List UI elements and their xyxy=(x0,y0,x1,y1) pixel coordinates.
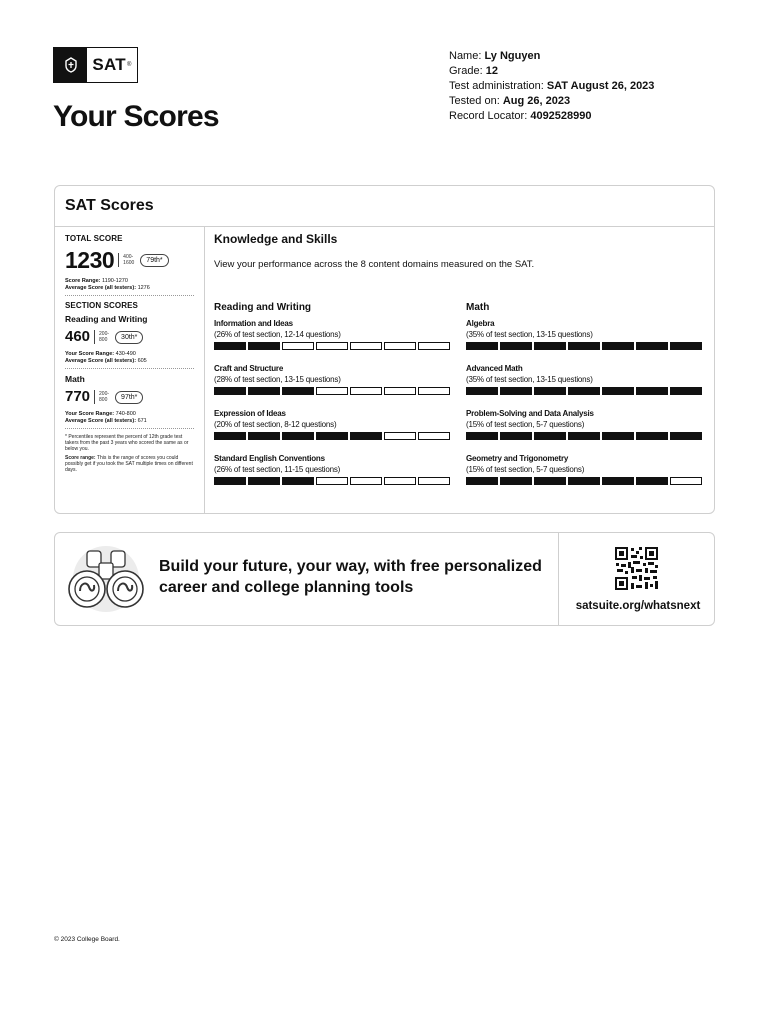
bar-segment-filled xyxy=(466,342,498,350)
knowledge-skills-desc: View your performance across the 8 content domains measured on the SAT. xyxy=(214,259,535,270)
test-administration: SAT August 26, 2023 xyxy=(546,80,655,92)
bar-segment-empty xyxy=(418,477,450,485)
domain-item: Problem-Solving and Data Analysis (15% of test section, 5-7 questions) xyxy=(466,409,704,454)
bar-segment-empty xyxy=(384,342,416,350)
bar-segment-filled xyxy=(248,342,280,350)
banner-text: Build your future, your way, with free personalized career and college planning tools xyxy=(159,558,542,596)
bar-segment-filled xyxy=(568,342,600,350)
registered-mark: ® xyxy=(126,62,132,68)
record-locator: 4092528990 xyxy=(530,110,592,122)
bar-segment-filled xyxy=(670,432,702,440)
domain-item: Expression of Ideas (20% of test section, 8-12 questions) xyxy=(214,409,452,454)
bar-segment-filled xyxy=(248,387,280,395)
scores-heading: SAT Scores xyxy=(55,186,714,227)
math-section-label: Math xyxy=(65,374,85,384)
performance-bar xyxy=(214,342,452,350)
section-scores-label: SECTION SCORES xyxy=(65,301,138,310)
performance-bar xyxy=(466,477,704,485)
bar-segment-filled xyxy=(282,477,314,485)
score-range-note-label: Score range: xyxy=(65,455,96,461)
bar-segment-filled xyxy=(316,432,348,440)
knowledge-skills-title: Knowledge and Skills xyxy=(214,232,338,246)
planning-tools-banner xyxy=(54,532,715,626)
rw-domains-title: Reading and Writing xyxy=(214,302,312,313)
bar-segment-empty xyxy=(350,342,382,350)
performance-bar xyxy=(214,387,452,395)
math-range: 740-800 xyxy=(115,411,136,417)
bar-segment-filled xyxy=(602,387,634,395)
domain-item: Algebra (35% of test section, 13-15 questions) xyxy=(466,319,704,364)
bar-segment-filled xyxy=(568,432,600,440)
bar-segment-filled xyxy=(534,432,566,440)
domain-item: Geometry and Trigonometry (15% of test section, 5-7 questions) xyxy=(466,454,704,499)
bar-segment-filled xyxy=(670,387,702,395)
performance-bar xyxy=(214,477,452,485)
student-info xyxy=(449,49,654,124)
rw-percentile: 30th* xyxy=(115,331,143,344)
total-percentile: 79th* xyxy=(140,254,168,267)
bar-segment-filled xyxy=(214,387,246,395)
bar-segment-empty xyxy=(282,342,314,350)
total-scale: 400- 1600 xyxy=(123,254,135,266)
bar-segment-filled xyxy=(248,477,280,485)
locator-row: Record Locator: 4092528990 xyxy=(449,110,592,122)
bar-segment-filled xyxy=(214,432,246,440)
bar-segment-empty xyxy=(350,477,382,485)
bar-segment-filled xyxy=(602,342,634,350)
math-domains xyxy=(466,302,704,499)
total-range: 1190-1270 xyxy=(102,278,128,284)
bar-segment-empty xyxy=(350,387,382,395)
bar-segment-empty xyxy=(316,342,348,350)
bar-segment-filled xyxy=(500,387,532,395)
rw-section-label: Reading and Writing xyxy=(65,314,148,324)
scores-card xyxy=(54,185,715,514)
bar-segment-filled xyxy=(466,432,498,440)
bar-segment-filled xyxy=(568,387,600,395)
performance-bar xyxy=(214,432,452,440)
name-row: Name: Ly Nguyen xyxy=(449,50,541,62)
bar-segment-filled xyxy=(602,477,634,485)
bar-segment-empty xyxy=(316,387,348,395)
math-domains-title: Math xyxy=(466,302,490,313)
bar-segment-filled xyxy=(500,432,532,440)
bar-segment-filled xyxy=(534,477,566,485)
bar-segment-filled xyxy=(602,432,634,440)
domain-item: Standard English Conventions (26% of test section, 11-15 questions) xyxy=(214,454,452,499)
math-average: 671 xyxy=(137,418,147,424)
binoculars-icon xyxy=(65,545,147,618)
copyright: © 2023 College Board. xyxy=(54,936,120,943)
bar-segment-filled xyxy=(534,342,566,350)
qr-code-icon[interactable] xyxy=(614,546,659,596)
math-scale: 200- 800 xyxy=(99,391,110,403)
bar-segment-filled xyxy=(500,477,532,485)
bar-segment-filled xyxy=(466,477,498,485)
tested-date: Aug 26, 2023 xyxy=(502,95,571,107)
grade-row: Grade: 12 xyxy=(449,65,498,77)
rw-domains xyxy=(214,302,452,499)
bar-segment-filled xyxy=(282,387,314,395)
performance-bar xyxy=(466,387,704,395)
bar-segment-empty xyxy=(384,387,416,395)
math-percentile: 97th* xyxy=(115,391,143,404)
footnotes xyxy=(65,434,194,473)
domain-item: Information and Ideas (26% of test section, 12-14 questions) xyxy=(214,319,452,364)
bar-segment-empty xyxy=(418,387,450,395)
bar-segment-filled xyxy=(248,432,280,440)
rw-range: 430-490 xyxy=(115,351,136,357)
bar-segment-filled xyxy=(636,387,668,395)
bar-segment-filled xyxy=(568,477,600,485)
sat-logo xyxy=(53,47,138,83)
bar-segment-filled xyxy=(670,342,702,350)
bar-segment-filled xyxy=(466,387,498,395)
page-title: Your Scores xyxy=(53,100,219,133)
logo-text: SAT xyxy=(92,55,126,74)
performance-bar xyxy=(466,432,704,440)
bar-segment-filled xyxy=(214,342,246,350)
student-grade: 12 xyxy=(485,65,498,77)
rw-score: 460 xyxy=(65,328,91,345)
domain-item: Craft and Structure (28% of test section, 13-15 questions) xyxy=(214,364,452,409)
bar-segment-empty xyxy=(670,477,702,485)
total-average: 1276 xyxy=(137,285,150,291)
tested-row: Tested on: Aug 26, 2023 xyxy=(449,95,571,107)
bar-segment-filled xyxy=(350,432,382,440)
performance-bar xyxy=(466,342,704,350)
score-range-note: This is the range of scores you could possibly get if you took the SAT multiple times on different days. xyxy=(65,455,193,473)
rw-scale: 200- 800 xyxy=(99,331,110,343)
bar-segment-filled xyxy=(534,387,566,395)
bar-segment-filled xyxy=(636,432,668,440)
rw-average: 605 xyxy=(137,358,147,364)
student-name: Ly Nguyen xyxy=(484,50,541,62)
bar-segment-empty xyxy=(384,432,416,440)
whats-next-link[interactable]: satsuite.org/whatsnext xyxy=(575,600,701,612)
math-score: 770 xyxy=(65,388,91,405)
bar-segment-empty xyxy=(418,342,450,350)
domain-item: Advanced Math (35% of test section, 13-15 questions) xyxy=(466,364,704,409)
bar-segment-filled xyxy=(636,342,668,350)
bar-segment-filled xyxy=(636,477,668,485)
bar-segment-empty xyxy=(384,477,416,485)
bar-segment-filled xyxy=(282,432,314,440)
total-score-label: TOTAL SCORE xyxy=(65,234,123,243)
bar-segment-empty xyxy=(418,432,450,440)
score-summary: TOTAL SCORE 1230 400- 1600 79th* Score Range: 1190-1270 Average Score (all testers): 1276 SECTION SCORES Reading and Writing 460 200- 800 30th* Your Score Range: 430-490 Average Score (all testers): 605 Math 770 200- 800 97th* Your Score Range: 740-800 Average Score (all testers): 671 * Percentiles represent the percent of 12th grade test takers from the past 3 years who scored the same as or below you. Score range: This is the range of scores you could possibly get if you took the SAT multiple times on different days. xyxy=(55,227,205,514)
bar-segment-empty xyxy=(316,477,348,485)
bar-segment-filled xyxy=(214,477,246,485)
admin-row: Test administration: SAT August 26, 2023 xyxy=(449,80,655,92)
percentile-note: * Percentiles represent the percent of 12th grade test takers from the past 3 years who scored the same as or below you. xyxy=(65,434,189,452)
acorn-icon xyxy=(54,48,87,82)
total-score: 1230 xyxy=(65,247,115,273)
bar-segment-filled xyxy=(500,342,532,350)
